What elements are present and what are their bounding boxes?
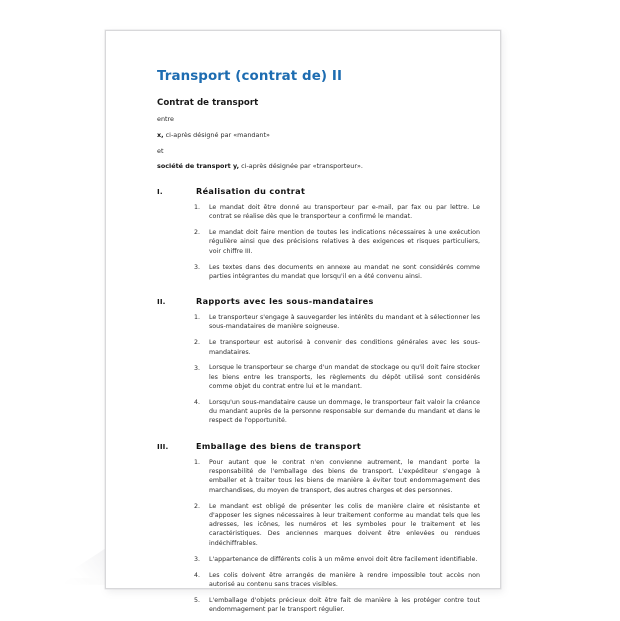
document-page (105, 30, 501, 614)
section-iii (157, 441, 482, 615)
list-item (157, 502, 482, 549)
preamble-party-two (157, 162, 482, 171)
list-item-text: Le mandat doit faire mention de toutes les indications nécessaires à une exécution régulière ainsi que des précisions relatives à des exigences et risques particuliers, voir chiffre III. (209, 229, 480, 255)
list-item-text: Le transporteur s'engage à sauvegarder les intérêts du mandant et à sélectionner les sous-mandataires de manière soigneuse. (209, 314, 480, 331)
list-item-text: Pour autant que le contrat n'en convienne autrement, le mandant porte la responsabilité de l'emballage des biens de transport. L'expéditeur s'engage à emballer et à traiter tous les biens de manière à éviter tout endommagement des marchandises, du moyen de transport, des autres charges et des personnes. (209, 458, 480, 494)
list-item-text: Le transporteur est autorisé à convenir des conditions générales avec les sous-mandataires. (209, 339, 480, 356)
list-item-text: L'emballage d'objets précieux doit être fait de manière à les protéger contre tout endommagement par le transport régulier. (209, 596, 480, 614)
list-item-text: Lorsqu'un sous-mandataire cause un dommage, le transporteur fait valoir la créance du mandant auprès de la personne responsable sur demande du mandant et dans le respect de l'opportunité. (209, 398, 480, 425)
section-iii-number: III. (157, 441, 169, 451)
section-iii-list (157, 458, 482, 615)
section-ii-list (157, 313, 482, 426)
section-i-number: I. (157, 186, 163, 196)
preamble-and: et (157, 146, 164, 155)
list-item (157, 398, 482, 426)
section-ii-number: II. (157, 297, 166, 307)
list-item (157, 458, 482, 495)
list-item (157, 338, 482, 357)
list-item-text: Le mandant est obligé de présenter les colis de manière claire et résistante et d'apposer les signes nécessaires à leur traitement conforme au mandat tels que les adresses, les icônes, les numéros et les symboles pour le traitement et les caractéristiques. Des anciennes marques doivent être enlevées ou rendues indéchiffrables. (209, 502, 480, 547)
list-item (157, 263, 482, 282)
list-item (157, 596, 482, 615)
list-item (157, 228, 482, 256)
list-item-number: 1. (194, 314, 201, 322)
preamble-between: entre (157, 115, 175, 124)
list-item (157, 203, 482, 222)
list-item-number: 4. (194, 571, 201, 579)
list-item-number: 2. (194, 339, 201, 347)
list-item-number: 2. (194, 502, 201, 510)
page-content (157, 69, 482, 621)
section-ii-header (157, 296, 482, 306)
section-iii-header (157, 441, 482, 451)
section-iii-title: Emballage des biens de transport (196, 440, 362, 451)
list-item-number: 2. (194, 229, 201, 237)
section-i-list (157, 203, 482, 281)
list-item-number: 3. (194, 263, 201, 271)
list-item (157, 555, 482, 565)
party-one-description: ci-après désigné par «mandant» (163, 131, 270, 140)
list-item-text: Le mandat doit être donné au transporteur par e-mail, par fax ou par lettre. Le contrat se réalise dès que le transporteur a confirmé le mandat. (209, 203, 480, 221)
list-item-number: 3. (194, 555, 201, 563)
party-one-name: x, (157, 131, 164, 140)
list-item-number: 4. (194, 399, 201, 407)
list-item-number: 3. (194, 364, 201, 372)
section-i-header (157, 186, 482, 196)
list-item-number: 1. (194, 204, 201, 212)
preamble-party-one (157, 131, 482, 140)
party-two-description: ci-après désignée par «transporteur». (239, 162, 363, 171)
list-item-text: Lorsque le transporteur se charge d'un mandat de stockage ou qu'il doit faire stocker les biens entre les transports, les règlements du dépôt utilisé sont considérés comme objet du contrat entre lui et le mandant. (209, 364, 480, 391)
list-item (157, 363, 482, 391)
party-two-name: société de transport y, (157, 162, 240, 171)
contract-heading: Contrat de transport (157, 98, 259, 109)
section-ii (157, 296, 482, 426)
list-item-text: L'appartenance de différents colis à un même envoi doit être facilement identifiable. (209, 555, 478, 563)
document-title: Transport (contrat de) II (157, 69, 343, 84)
section-ii-title: Rapports avec les sous-mandataires (196, 296, 374, 307)
list-item-number: 1. (194, 458, 201, 466)
list-item (157, 571, 482, 590)
list-item-text: Les colis doivent être arrangés de manière à rendre impossible tout accès non autorisé au contenu sans traces visibles. (209, 571, 480, 588)
list-item (157, 313, 482, 332)
section-i-title: Réalisation du contrat (196, 185, 306, 196)
section-i (157, 186, 482, 281)
list-item-text: Les textes dans des documents en annexe au mandat ne sont considérés comme parties intégrantes du mandat que lorsqu'il en a été convenu ainsi. (209, 263, 480, 280)
list-item-number: 5. (194, 596, 201, 604)
